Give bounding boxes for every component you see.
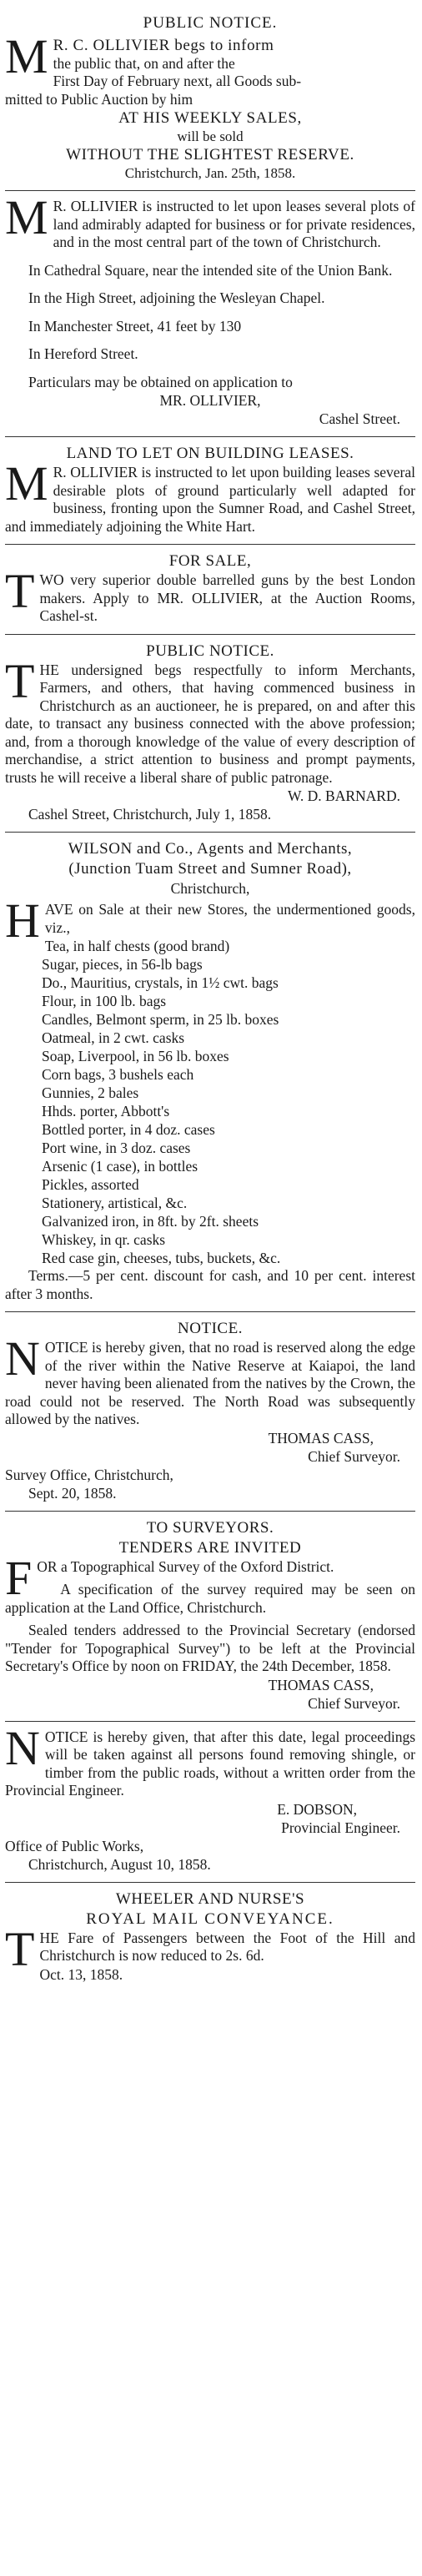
divider [5, 190, 415, 191]
ad-line: First Day of February next, all Goods sub- [53, 73, 302, 89]
ad-public-notice-barnard [5, 641, 415, 824]
ad-date: Christchurch, August 10, 1858. [28, 1855, 211, 1873]
ad-signature: THOMAS CASS, [268, 1429, 374, 1446]
ad-body [5, 653, 415, 787]
ad-body [5, 564, 415, 626]
ad-terms [5, 1267, 415, 1303]
ad-title: Chief Surveyor. [308, 1447, 400, 1465]
drop-cap: H [5, 893, 40, 948]
ad-date: Cashel Street, Christchurch, July 1, 1858. [28, 806, 272, 823]
goods-list-item: Bottled porter, in 4 doz. cases [42, 1121, 215, 1138]
goods-list-item: Flour, in 100 lb. bags [42, 993, 167, 1009]
ad-notice-shingle [5, 1720, 415, 1874]
ad-subheading: TENDERS ARE INVITED [118, 1538, 302, 1557]
ad-office: Survey Office, Christchurch, [5, 1466, 173, 1483]
ad-text: R. OLLIVIER is instructed to let upon building leases several desirable plots of ground particularly well adapted for business, fronting upon the Sumner Road, and Cashel Street, and immediately adjoining the White Hart. [5, 464, 415, 535]
goods-list [5, 937, 415, 1267]
ad-date: Christchurch, Jan. 25th, 1858. [124, 165, 296, 181]
drop-cap: M [5, 456, 48, 511]
divider [5, 1311, 415, 1312]
divider [5, 634, 415, 635]
ad-paragraph: In Cathedral Square, near the intended site of the Union Bank. [28, 261, 393, 279]
ad-wilson-and-co [5, 839, 415, 1303]
divider [5, 1721, 415, 1722]
ad-text: HE undersigned begs respectfully to inform Merchants, Farmers, and others, that having commenced business in Christchurch as an auctioneer, he is prepared, on and after this date, to transact any business connected with the above profession; and, from a thorough knowledge of the value of every description of merchandise, a strict attention to business and prompt payments, trusts he will receive a liberal share of public patronage. [5, 661, 415, 786]
ad-paragraph: In Hereford Street. [28, 345, 138, 362]
divider [5, 436, 415, 437]
ad-date: Sept. 20, 1858. [28, 1484, 117, 1502]
ad-line: will be sold [177, 128, 244, 144]
ad-signature: MR. OLLIVIER, [159, 392, 261, 409]
goods-list-item: Soap, Liverpool, in 56 lb. boxes [42, 1048, 229, 1064]
ad-body [5, 1720, 415, 1800]
ad-to-surveyors [5, 1518, 415, 1713]
ad-line: AT HIS WEEKLY SALES, [118, 109, 302, 127]
ad-notice-kaiapoi [5, 1319, 415, 1502]
drop-cap: F [5, 1550, 33, 1605]
ad-subheading: ROYAL MAIL CONVEYANCE. [86, 1909, 334, 1928]
ad-heading: PUBLIC NOTICE. [146, 641, 274, 660]
drop-cap: N [5, 1720, 40, 1775]
goods-list-item: Hhds. porter, Abbott's [42, 1103, 170, 1119]
goods-list-item: Candles, Belmont sperm, in 25 lb. boxes [42, 1011, 279, 1028]
goods-list-item: Sugar, pieces, in 56-lb bags [42, 956, 203, 973]
ad-heading: NOTICE. [178, 1320, 243, 1337]
ad-line: R. C. OLLIVIER begs to inform [53, 37, 274, 54]
divider [5, 544, 415, 545]
ad-office: Office of Public Works, [5, 1837, 144, 1854]
ad-body [5, 29, 415, 108]
drop-cap: N [5, 1331, 40, 1386]
ad-paragraph: A specification of the survey required may be seen on application at the Land Office, Christchurch. [5, 1581, 415, 1616]
ad-public-notice-ollivier [5, 13, 415, 182]
ad-text: OTICE is hereby given, that after this date, legal proceedings will be taken against all persons found removing shingle, or timber from the public roads, without a written order from the Provincial Engineer. [5, 1728, 415, 1799]
ad-land-to-let [5, 444, 415, 536]
ad-body [5, 190, 415, 252]
ad-heading: WILSON and Co., Agents and Merchants, [68, 840, 353, 858]
divider [5, 1511, 415, 1512]
goods-list-item: Do., Mauritius, crystals, in 1½ cwt. bags [42, 974, 279, 991]
ad-line: the public that, on and after the [53, 54, 235, 72]
goods-list-item: Red case gin, cheeses, tubs, buckets, &c. [42, 1250, 281, 1266]
divider [5, 832, 415, 833]
ad-heading: TO SURVEYORS. [146, 1518, 274, 1537]
drop-cap: M [5, 29, 48, 83]
drop-cap: T [5, 1921, 35, 1976]
goods-list-item: Whiskey, in qr. casks [42, 1231, 166, 1248]
ad-for-sale-guns [5, 551, 415, 626]
ad-heading: LAND TO LET ON BUILDING LEASES. [66, 445, 354, 462]
goods-list-item: Stationery, artistical, &c. [42, 1195, 188, 1211]
drop-cap: M [5, 190, 48, 244]
ad-heading: WHEELER AND NURSE'S [115, 1889, 305, 1908]
ad-signature: W. D. BARNARD. [288, 787, 400, 804]
ad-text: AVE on Sale at their new Stores, the undermentioned goods, viz., [44, 901, 415, 936]
ad-text: WO very superior double barrelled guns by the best London makers. Apply to MR. OLLIVIER, at the Auction Rooms, Cashel-st. [39, 571, 415, 624]
ad-date: Oct. 13, 1858. [39, 1965, 123, 1983]
goods-list-item: Galvanized iron, in 8ft. by 2ft. sheets [42, 1213, 259, 1230]
ad-body [5, 456, 415, 536]
goods-list-item: Gunnies, 2 bales [42, 1084, 139, 1101]
ad-body [5, 1331, 415, 1429]
ad-heading: PUBLIC NOTICE. [143, 14, 278, 32]
goods-list-item: Oatmeal, in 2 cwt. casks [42, 1029, 185, 1046]
ad-text: HE Fare of Passengers between the Foot of the Hill and Christchurch is now reduced to 2s. 6d. [39, 1929, 415, 1964]
ad-paragraph: Particulars may be obtained on application to [28, 373, 293, 390]
drop-cap: T [5, 564, 35, 618]
ad-text: R. OLLIVIER is instructed to let upon leases several plots of land admirably adapted for business or for private residences, and in the most central part of the town of Christchurch. [53, 198, 415, 250]
ad-subheading: Christchurch, [170, 880, 250, 897]
goods-list-item: Corn bags, 3 bushels each [42, 1066, 194, 1083]
ad-royal-mail-conveyance [5, 1889, 415, 1984]
ad-paragraph: In Manchester Street, 41 feet by 130 [28, 317, 242, 335]
ad-subheading: (Junction Tuam Street and Sumner Road), [68, 860, 352, 878]
ad-heading: FOR SALE, [168, 552, 252, 570]
ad-signature: THOMAS CASS, [268, 1676, 374, 1693]
drop-cap: T [5, 653, 35, 708]
goods-list-item: Pickles, assorted [42, 1176, 139, 1193]
ad-signature: E. DOBSON, [277, 1800, 357, 1818]
ad-paragraph: Sealed tenders addressed to the Provincial Secretary (endorsed "Tender for Topographical Survey") to be left at the Provincial Secretary's Office by noon on FRIDAY, the 24th December, 1858. [5, 1622, 415, 1674]
ad-paragraph: In the High Street, adjoining the Wesleyan Chapel. [28, 289, 325, 306]
goods-list-item: Tea, in half chests (good brand) [44, 938, 230, 954]
goods-list-item: Arsenic (1 case), in bottles [42, 1158, 198, 1175]
ad-leases-ollivier [5, 190, 415, 428]
ad-text: OTICE is hereby given, that no road is reserved along the edge of the river within the Native Reserve at Kaiapoi, the land never having been alienated from the natives by the Crown, the road could not be reserved. The North Road was subsequently allowed by the natives. [5, 1339, 415, 1427]
ad-line: WITHOUT THE SLIGHTEST RESERVE. [66, 146, 354, 164]
ad-terms-text: Terms.—5 per cent. discount for cash, and 10 per cent. interest after 3 months. [5, 1267, 415, 1302]
ad-address: Cashel Street. [319, 410, 400, 427]
divider [5, 1882, 415, 1883]
goods-list-item: Port wine, in 3 doz. cases [42, 1140, 191, 1156]
ad-line: mitted to Public Auction by him [5, 90, 193, 108]
ad-title: Chief Surveyor. [308, 1694, 400, 1712]
ad-text: OR a Topographical Survey of the Oxford District. [37, 1557, 334, 1575]
ad-title: Provincial Engineer. [281, 1819, 400, 1836]
